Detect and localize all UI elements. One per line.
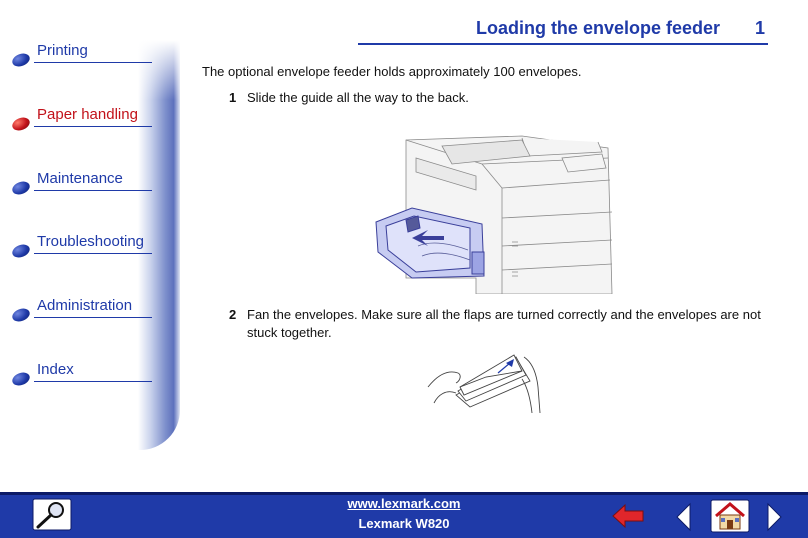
nav-bullet-active-icon xyxy=(10,115,31,132)
step-number: 2 xyxy=(229,307,237,322)
page-title: Loading the envelope feeder xyxy=(475,18,720,38)
step-text: Fan the envelopes. Make sure all the flaps are turned correctly and the envelopes are not stuck together. xyxy=(247,307,761,340)
nav-bullet-icon xyxy=(10,370,31,387)
footer-top-line xyxy=(0,492,808,495)
home-icon[interactable] xyxy=(710,498,750,534)
magnifier-icon[interactable] xyxy=(32,496,72,532)
intro-text: The optional envelope feeder holds approximately 100 envelopes. xyxy=(202,64,582,79)
nav-item-label: Index xyxy=(37,361,74,378)
header-rule xyxy=(358,43,768,45)
nav-underline xyxy=(34,317,152,318)
nav-bullet-icon xyxy=(10,242,31,259)
nav-item-administration[interactable] xyxy=(10,295,155,325)
previous-page-icon[interactable] xyxy=(674,502,694,532)
nav-underline xyxy=(34,190,152,191)
sidebar xyxy=(0,0,186,490)
website-link[interactable]: www.lexmark.com xyxy=(347,496,461,511)
step-text: Slide the guide all the way to the back. xyxy=(247,90,469,105)
nav-item-label: Administration xyxy=(37,297,133,314)
nav-item-label: Paper handling xyxy=(37,106,138,123)
next-page-icon[interactable] xyxy=(764,502,784,532)
nav-item-label: Printing xyxy=(37,42,88,59)
nav-item-maintenance[interactable] xyxy=(10,168,155,198)
nav-underline xyxy=(34,126,152,127)
nav-bullet-icon xyxy=(10,179,31,196)
nav-underline xyxy=(34,381,152,382)
envelope-feeder-illustration xyxy=(372,128,616,294)
nav-item-label: Troubleshooting xyxy=(37,233,145,250)
nav-bullet-icon xyxy=(10,306,31,323)
nav-item-printing[interactable] xyxy=(10,40,155,70)
nav-underline xyxy=(34,253,152,254)
nav-item-label: Maintenance xyxy=(37,170,123,187)
nav-underline xyxy=(34,62,152,63)
back-arrow-icon[interactable] xyxy=(611,502,645,530)
page-number: 1 xyxy=(754,18,765,38)
nav-item-paper-handling[interactable] xyxy=(10,104,155,134)
nav-item-index[interactable] xyxy=(10,359,155,389)
nav-bullet-icon xyxy=(10,51,31,68)
product-name: Lexmark W820 xyxy=(358,516,450,531)
step-number: 1 xyxy=(229,90,237,105)
nav-item-troubleshooting[interactable] xyxy=(10,231,155,261)
fan-envelopes-illustration xyxy=(426,347,546,417)
